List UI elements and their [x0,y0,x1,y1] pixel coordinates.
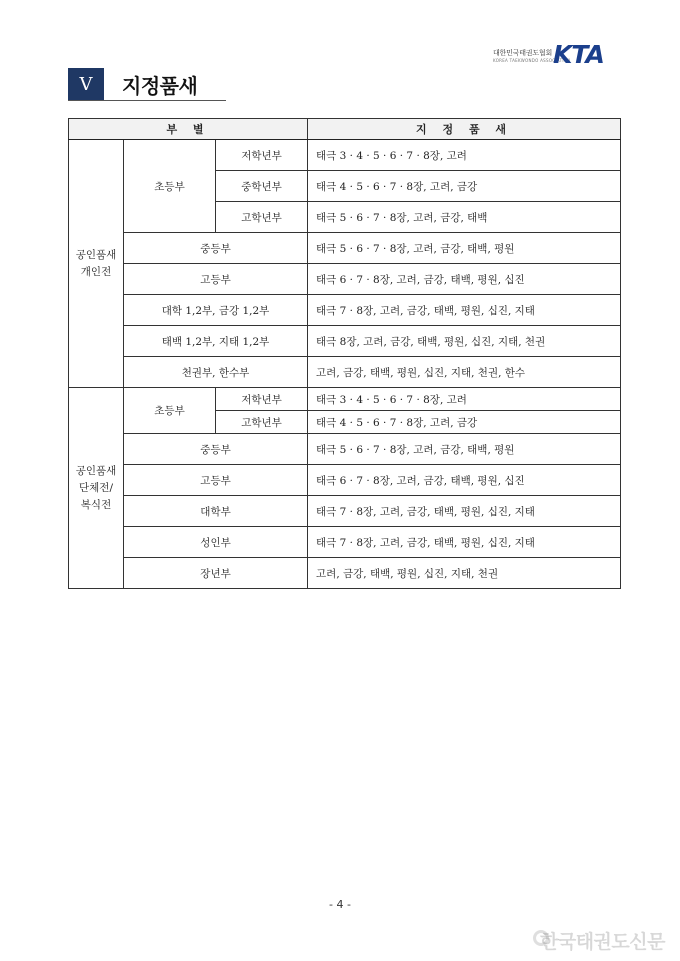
poomsae-list: 고려, 금강, 태백, 평원, 십진, 지태, 천권, 한수 [308,357,621,388]
header-division: 부 별 [69,119,308,140]
section-title-underline [68,100,226,101]
poomsae-list: 태극 7 · 8장, 고려, 금강, 태백, 평원, 십진, 지태 [308,527,621,558]
poomsae-list: 태극 4 · 5 · 6 · 7 · 8장, 고려, 금강 [308,171,621,202]
division: 천권부, 한수부 [124,357,308,388]
category-label: 공인품새 단체전/ 복식전 [75,464,117,511]
category-label: 공인품새 개인전 [75,248,117,278]
table-row [69,264,621,295]
logo-org-name-en: KOREA TAEKWONDO ASSOCIATION [493,58,571,63]
division: 고등부 [124,264,308,295]
page-number: - 4 - [329,898,351,911]
subdivision: 고학년부 [216,202,308,233]
division: 대학부 [124,496,308,527]
division: 중등부 [124,233,308,264]
category-individual [69,140,124,388]
poomsae-list: 태극 7 · 8장, 고려, 금강, 태백, 평원, 십진, 지태 [308,295,621,326]
header-poomsae: 지 정 품 새 [308,119,621,140]
poomsae-list: 태극 5 · 6 · 7 · 8장, 고려, 금강, 태백, 평원 [308,233,621,264]
poomsae-list: 태극 4 · 5 · 6 · 7 · 8장, 고려, 금강 [308,411,621,434]
division: 태백 1,2부, 지태 1,2부 [124,326,308,357]
table-row [69,295,621,326]
table-row [69,434,621,465]
poomsae-list: 태극 5 · 6 · 7 · 8장, 고려, 금강, 태백, 평원 [308,434,621,465]
section-title: 지정품새 [122,74,198,98]
division: 중등부 [124,434,308,465]
designated-poomsae-table [68,118,621,589]
poomsae-list: 태극 5 · 6 · 7 · 8장, 고려, 금강, 태백 [308,202,621,233]
table-row [69,388,621,411]
poomsae-list: 태극 6 · 7 · 8장, 고려, 금강, 태백, 평원, 십진 [308,264,621,295]
watermark-text: 한국태권도신문 [540,931,665,953]
subdivision: 고학년부 [216,411,308,434]
division-elementary: 초등부 [124,140,216,233]
division: 고등부 [124,465,308,496]
division-elementary: 초등부 [124,388,216,434]
poomsae-list: 태극 3 · 4 · 5 · 6 · 7 · 8장, 고려 [308,140,621,171]
poomsae-list: 고려, 금강, 태백, 평원, 십진, 지태, 천권 [308,558,621,589]
division: 장년부 [124,558,308,589]
table-row [69,496,621,527]
table-row [69,357,621,388]
section-number-badge: V [68,68,104,100]
table-row [69,140,621,171]
table-row [69,558,621,589]
division: 성인부 [124,527,308,558]
poomsae-list: 태극 3 · 4 · 5 · 6 · 7 · 8장, 고려 [308,388,621,411]
poomsae-list: 태극 8장, 고려, 금강, 태백, 평원, 십진, 지태, 천권 [308,326,621,357]
division: 대학 1,2부, 금강 1,2부 [124,295,308,326]
logo-abbr: KTA [553,40,604,69]
kta-logo [493,40,613,70]
table-row [69,465,621,496]
table-row [69,233,621,264]
table-row [69,527,621,558]
logo-org-name: 대한민국태권도협회 [493,49,553,57]
table-header-row [69,119,621,140]
poomsae-list: 태극 6 · 7 · 8장, 고려, 금강, 태백, 평원, 십진 [308,465,621,496]
table-row [69,326,621,357]
subdivision: 저학년부 [216,388,308,411]
category-team [69,388,124,589]
subdivision: 중학년부 [216,171,308,202]
subdivision: 저학년부 [216,140,308,171]
poomsae-list: 태극 7 · 8장, 고려, 금강, 태백, 평원, 십진, 지태 [308,496,621,527]
